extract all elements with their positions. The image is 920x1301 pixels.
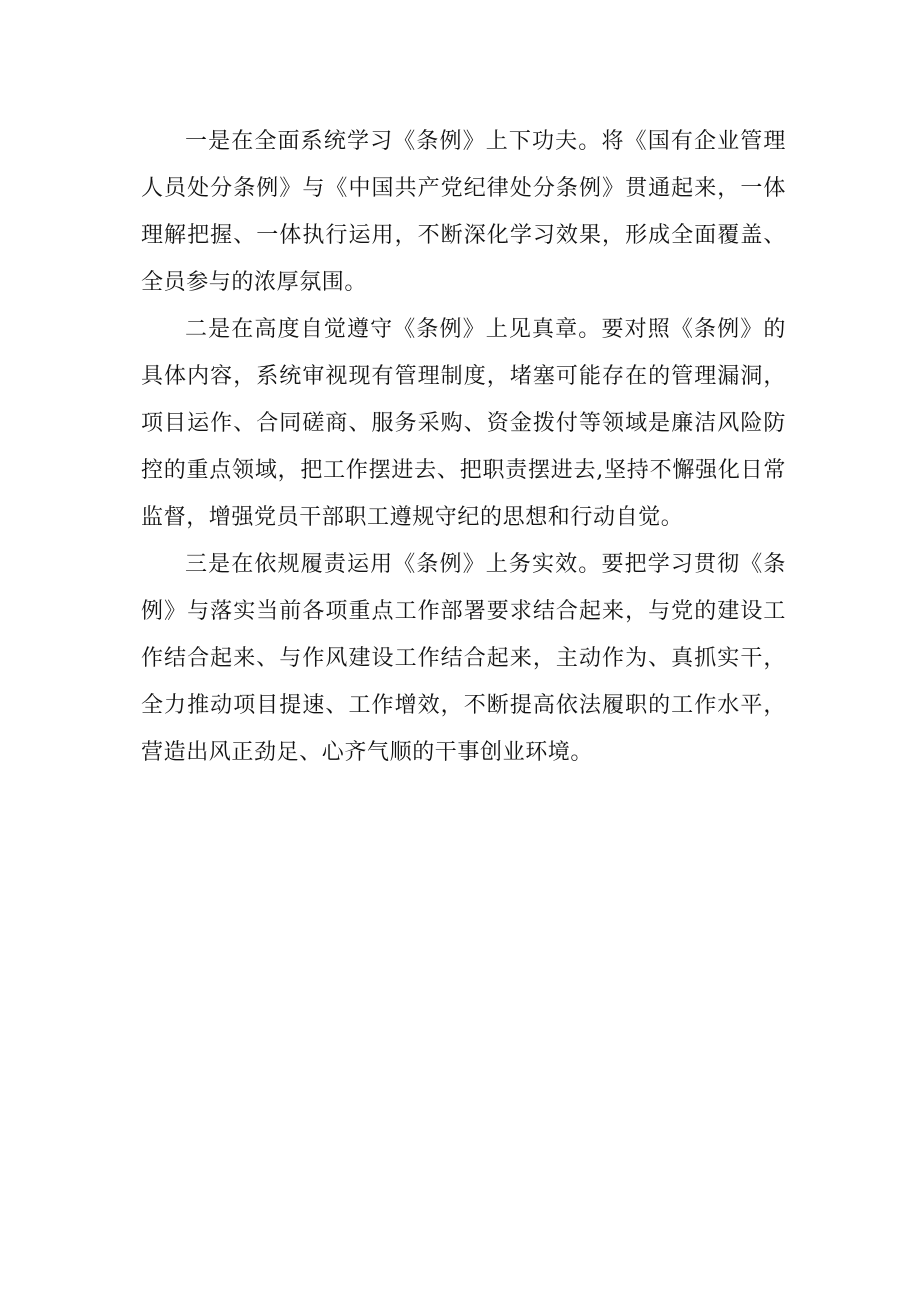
paragraph-2: 二是在高度自觉遵守《条例》上见真章。要对照《条例》的具体内容，系统审视现有管理制度，堵塞可能存在的管理漏洞，项目运作、合同磋商、服务采购、资金拨付等领域是廉洁风险防控的重点领域，把工作摆进去、把职责摆进去,坚持不懈强化日常监督，增强党员干部职工遵规守纪的思想和行动自觉。 bbox=[141, 317, 786, 530]
paragraph-3: 三是在依规履责运用《条例》上务实效。要把学习贯彻《条例》与落实当前各项重点工作部署要求结合起来，与党的建设工作结合起来、与作风建设工作结合起来，主动作为、真抓实干，全力推动项目提速、工作增效，不断提高依法履职的工作水平，营造出风正劲足、心齐气顺的干事创业环境。 bbox=[141, 552, 786, 765]
paragraph-1: 一是在全面系统学习《条例》上下功夫。将《国有企业管理人员处分条例》与《中国共产党纪律处分条例》贯通起来，一体理解把握、一体执行运用，不断深化学习效果，形成全面覆盖、全员参与的浓厚氛围。 bbox=[141, 129, 786, 295]
document-body bbox=[141, 118, 786, 776]
